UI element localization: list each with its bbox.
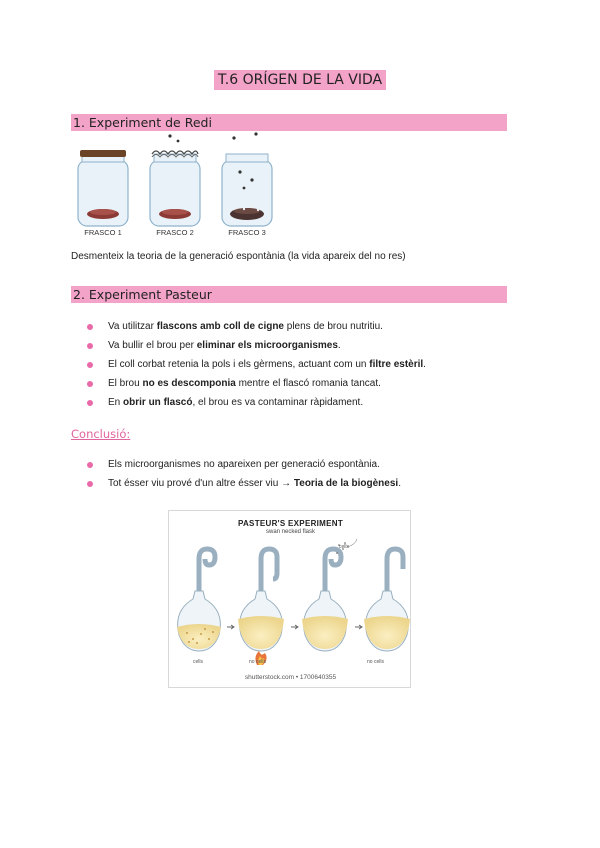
bullet-dot-icon — [87, 400, 93, 406]
bullet-dot-icon — [87, 362, 93, 368]
conclusio-bullet-list — [90, 458, 401, 496]
bullet-dot-icon — [87, 381, 93, 387]
pasteur-label-no-cells-1: no cells — [249, 659, 266, 665]
section-heading-redi: 1. Experiment de Redi — [71, 114, 507, 131]
page-title: T.6 ORÍGEN DE LA VIDA — [214, 70, 386, 90]
bullet-dot-icon — [87, 343, 93, 349]
pasteur-label-no-cells-2: no cells — [367, 659, 384, 665]
bullet-dot-icon — [87, 324, 93, 330]
pasteur-image-title: PASTEUR'S EXPERIMENT — [237, 519, 344, 528]
list-item: El brou no es descomponia mentre el flascó romania tancat. — [90, 377, 426, 396]
swan-neck-flasks-illustration — [169, 539, 412, 669]
pasteur-image-subtitle: swan necked flask — [265, 529, 316, 535]
redi-conclusion: Desmenteix la teoria de la generació espontània (la vida apareix del no res) — [71, 251, 406, 262]
jar-3 — [222, 132, 272, 226]
pasteur-label-cells: cells — [193, 659, 204, 665]
list-item: Tot ésser viu prové d'un altre ésser viu → Teoria de la biogènesi. — [90, 477, 401, 496]
image-credit: shutterstock.com • 1700640355 — [244, 674, 337, 681]
pasteur-label-cells-top: cells — [339, 544, 350, 550]
jar-2 — [150, 134, 200, 226]
jar-label-3: FRASCO 3 — [228, 228, 266, 237]
redi-jars-illustration — [70, 130, 290, 228]
pasteur-experiment-image — [168, 510, 411, 688]
bullet-dot-icon — [87, 481, 93, 487]
list-item: Els microorganismes no apareixen per generació espontània. — [90, 458, 401, 477]
bullet-dot-icon — [87, 462, 93, 468]
list-item: El coll corbat retenia la pols i els gèrmens, actuant com un filtre estèril. — [90, 358, 426, 377]
list-item: Va bullir el brou per eliminar els microorganismes. — [90, 339, 426, 358]
section-heading-pasteur: 2. Experiment Pasteur — [71, 286, 507, 303]
pasteur-bullet-list — [90, 320, 426, 415]
list-item: En obrir un flascó, el brou es va contaminar ràpidament. — [90, 396, 426, 415]
jar-label-1: FRASCO 1 — [84, 228, 122, 237]
jar-label-2: FRASCO 2 — [156, 228, 194, 237]
jar-1 — [78, 150, 128, 226]
conclusio-heading: Conclusió: — [71, 427, 131, 441]
list-item: Va utilitzar flascons amb coll de cigne plens de brou nutritiu. — [90, 320, 426, 339]
